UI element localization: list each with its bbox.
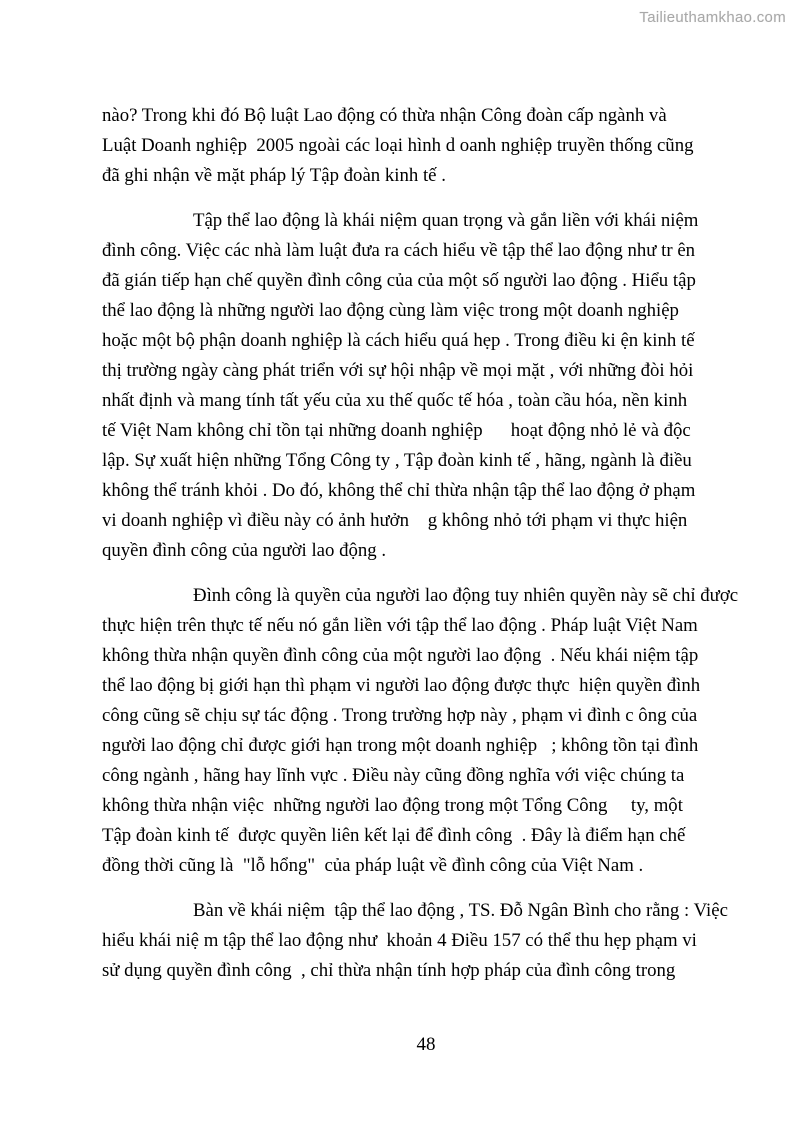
text-line: Tập thể lao động là khái niệm quan trọng và gắn liền với khái niệm [193, 210, 699, 231]
text-line: không thừa nhận quyền đình công của một người lao động . Nếu khái niệm tập [102, 645, 699, 666]
text-line: tế Việt Nam không chỉ tồn tại những doanh nghiệp hoạt động nhỏ lẻ và độc [102, 420, 691, 441]
text-line: lập. Sự xuất hiện những Tổng Công ty , Tập đoàn kinh tế , hãng, ngành là điều [102, 450, 692, 471]
paragraph [102, 101, 716, 191]
text-line: không thể tránh khỏi . Do đó, không thể chỉ thừa nhận tập thể lao động ở phạm [102, 480, 696, 501]
text-line: Bàn về khái niệm tập thể lao động , TS. Đỗ Ngân Bình cho rằng : Việc [193, 900, 728, 921]
watermark-text: Tailieuthamkhao.com [639, 9, 786, 26]
text-line: vi doanh nghiệp vì điều này có ảnh hưởn g không nhỏ tới phạm vi thực hiện [102, 510, 688, 531]
text-line: Luật Doanh nghiệp 2005 ngoài các loại hình d oanh nghiệp truyền thống cũng [102, 135, 694, 156]
page-number: 48 [416, 1034, 436, 1055]
text-line: công cũng sẽ chịu sự tác động . Trong trường hợp này , phạm vi đình c ông của [102, 705, 698, 726]
text-line: thị trường ngày càng phát triển với sự hội nhập về mọi mặt , với những đòi hỏi [102, 360, 694, 381]
text-line: quyền đình công của người lao động . [102, 540, 387, 561]
paragraph [102, 206, 716, 566]
text-line: Tập đoàn kinh tế được quyền liên kết lại để đình công . Đây là điểm hạn chế [102, 825, 686, 846]
text-line: Đình công là quyền của người lao động tuy nhiên quyền này sẽ chỉ được [193, 585, 739, 606]
document-body [102, 101, 739, 1001]
text-line: đồng thời cũng là "lỗ hổng" của pháp luật về đình công của Việt Nam . [102, 855, 644, 876]
text-line: thể lao động bị giới hạn thì phạm vi người lao động được thực hiện quyền đình [102, 675, 701, 696]
text-line: công ngành , hãng hay lĩnh vực . Điều này cũng đồng nghĩa với việc chúng ta [102, 765, 685, 786]
text-line: hiểu khái niệ m tập thể lao động như khoản 4 Điều 157 có thể thu hẹp phạm vi [102, 930, 697, 951]
text-line: hoặc một bộ phận doanh nghiệp là cách hiểu quá hẹp . Trong điều ki ện kinh tế [102, 330, 695, 351]
paragraph [102, 896, 728, 986]
text-line: thực hiện trên thực tế nếu nó gắn liền với tập thể lao động . Pháp luật Việt Nam [102, 615, 698, 636]
text-line: không thừa nhận việc những người lao động trong một Tổng Công ty, một [102, 795, 683, 816]
paragraph [102, 581, 739, 881]
text-line: nào? Trong khi đó Bộ luật Lao động có thừa nhận Công đoàn cấp ngành và [102, 105, 667, 126]
text-line: sử dụng quyền đình công , chỉ thừa nhận tính hợp pháp của đình công trong [102, 960, 676, 981]
text-line: nhất định và mang tính tất yếu của xu thế quốc tế hóa , toàn cầu hóa, nền kinh [102, 390, 688, 411]
text-line: người lao động chỉ được giới hạn trong một doanh nghiệp ; không tồn tại đình [102, 735, 699, 756]
text-line: thể lao động là những người lao động cùng làm việc trong một doanh nghiệp [102, 300, 679, 321]
text-line: đã ghi nhận về mặt pháp lý Tập đoàn kinh tế . [102, 165, 446, 186]
text-line: đình công. Việc các nhà làm luật đưa ra cách hiểu về tập thể lao động như tr ên [102, 240, 696, 261]
text-line: đã gián tiếp hạn chế quyền đình công của của một số người lao động . Hiểu tập [102, 270, 696, 291]
